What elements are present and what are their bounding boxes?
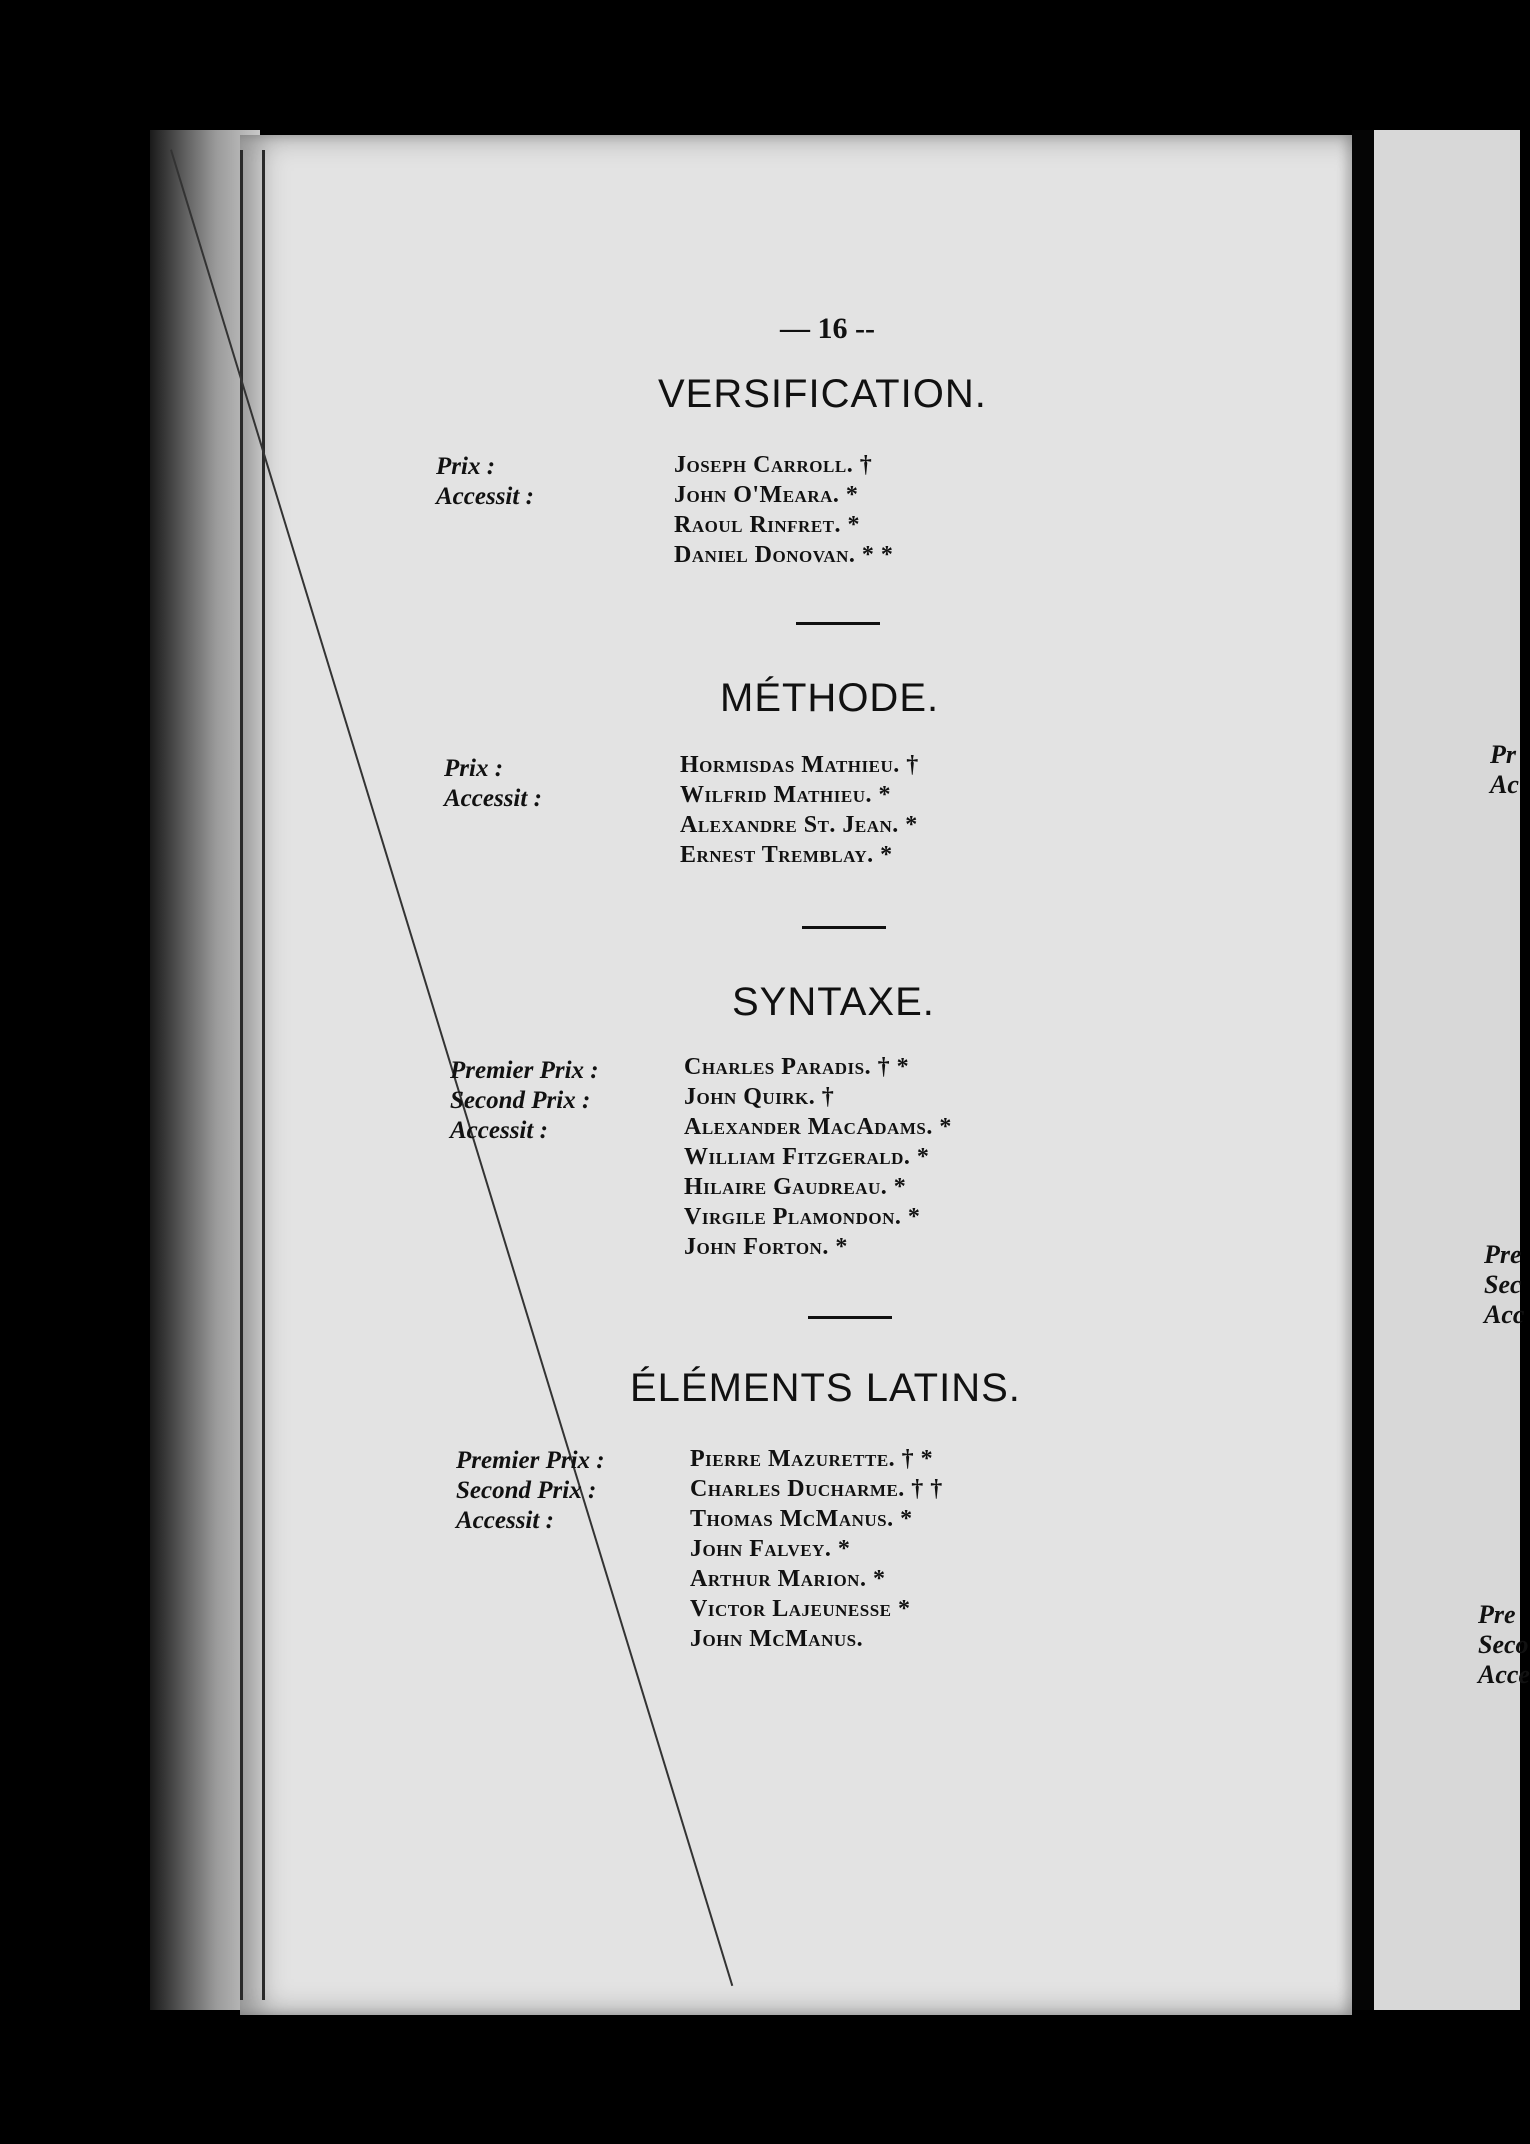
student-name: Charles Ducharme. † † — [690, 1476, 943, 1502]
right-page-fragment: Acce — [1478, 1660, 1530, 1689]
prize-label: Prix : — [444, 755, 504, 782]
gutter-divider — [1352, 130, 1374, 2010]
methode-names — [680, 750, 919, 870]
student-name: Arthur Marion. * — [690, 1566, 886, 1592]
student-name: John McManus. — [690, 1626, 864, 1652]
section-title-methode: MÉTHODE. — [720, 676, 940, 720]
elements-latins-names — [690, 1444, 943, 1654]
page-edge-line — [240, 150, 243, 2000]
student-name: Pierre Mazurette. † * — [690, 1446, 934, 1472]
student-name: Hormisdas Mathieu. † — [680, 752, 919, 778]
right-page-fragment: Ac — [1490, 770, 1519, 799]
right-page-edge — [1374, 130, 1530, 2010]
student-name: Alexandre St. Jean. * — [680, 812, 918, 838]
elements-latins-labels — [456, 1446, 605, 1536]
prize-label: Prix : — [436, 453, 496, 480]
prize-label: Premier Prix : — [450, 1057, 599, 1084]
student-name: Thomas McManus. * — [690, 1506, 913, 1532]
student-name: William Fitzgerald. * — [684, 1144, 930, 1170]
student-name: Joseph Carroll. † — [674, 452, 873, 478]
student-name: Ernest Tremblay. * — [680, 842, 893, 868]
right-page-fragment: Sec — [1484, 1270, 1522, 1299]
syntaxe-names — [684, 1052, 952, 1262]
right-page-fragment: Pr — [1490, 740, 1516, 769]
syntaxe-labels — [450, 1056, 599, 1146]
right-page-fragment: Pre — [1478, 1600, 1516, 1629]
page-edge-line — [262, 150, 265, 2000]
student-name: Hilaire Gaudreau. * — [684, 1174, 907, 1200]
versification-names — [674, 450, 893, 570]
student-name: Wilfrid Mathieu. * — [680, 782, 891, 808]
student-name: John O'Meara. * — [674, 482, 859, 508]
section-title-elements-latins: ÉLÉMENTS LATINS. — [630, 1366, 1021, 1410]
section-divider — [802, 926, 886, 929]
section-title-versification: VERSIFICATION. — [658, 372, 987, 416]
section-divider — [808, 1316, 892, 1319]
prize-label: Premier Prix : — [456, 1447, 605, 1474]
section-title-syntaxe: SYNTAXE. — [732, 980, 935, 1024]
prize-label: Accessit : — [456, 1507, 554, 1534]
student-name: Virgile Plamondon. * — [684, 1204, 921, 1230]
prize-label: Accessit : — [450, 1117, 548, 1144]
right-page-fragment: Acc — [1484, 1300, 1525, 1329]
prize-label: Accessit : — [436, 483, 534, 510]
student-name: John Forton. * — [684, 1234, 848, 1260]
prize-label: Second Prix : — [456, 1477, 597, 1504]
student-name: Charles Paradis. † * — [684, 1054, 910, 1080]
versification-labels — [436, 452, 534, 512]
prize-label: Second Prix : — [450, 1087, 591, 1114]
section-divider — [796, 622, 880, 625]
right-page-fragment: Pre — [1484, 1240, 1522, 1269]
right-page-fragment: Seco — [1478, 1630, 1529, 1659]
prize-label: Accessit : — [444, 785, 542, 812]
student-name: John Quirk. † — [684, 1084, 835, 1110]
student-name: John Falvey. * — [690, 1536, 851, 1562]
student-name: Alexander MacAdams. * — [684, 1114, 952, 1140]
page-number: — 16 -- — [780, 312, 875, 345]
student-name: Raoul Rinfret. * — [674, 512, 861, 538]
student-name: Daniel Donovan. * * — [674, 542, 894, 568]
methode-labels — [444, 754, 542, 814]
student-name: Victor Lajeunesse * — [690, 1596, 911, 1622]
